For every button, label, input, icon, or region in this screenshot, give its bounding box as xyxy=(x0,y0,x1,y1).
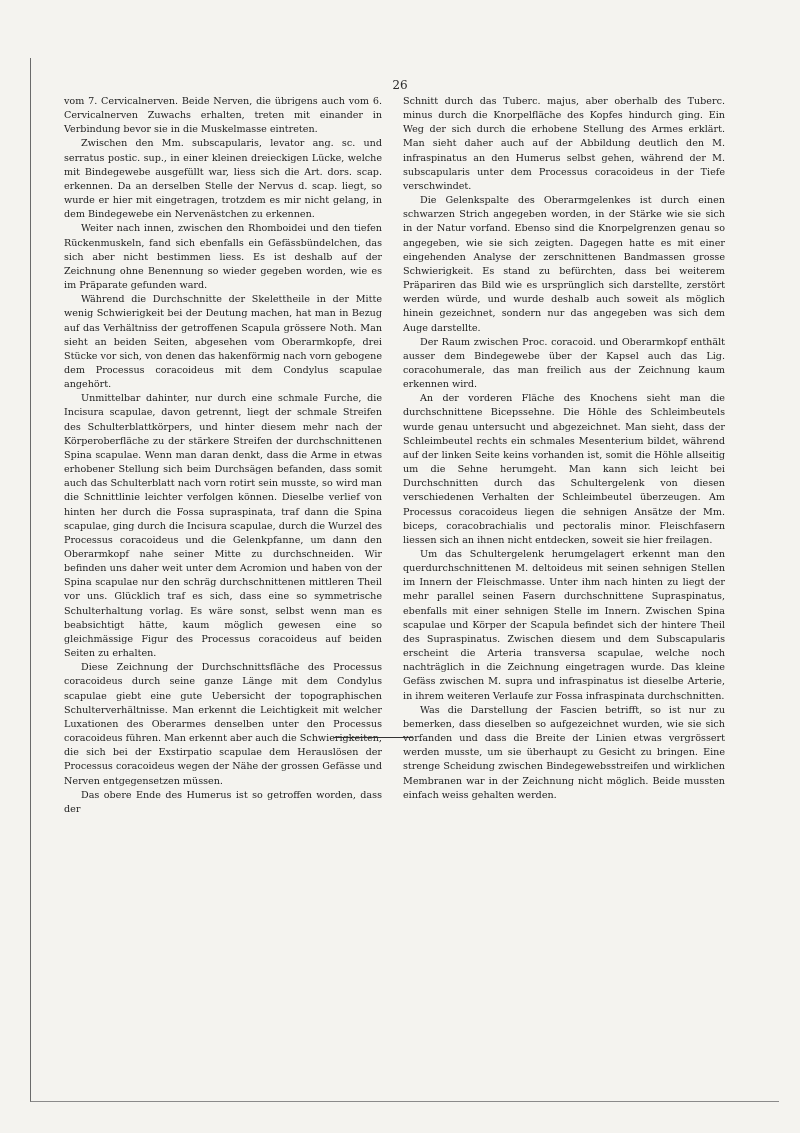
paragraph: Der Raum zwischen Proc. coracoid. und Oberarmkopf enthält ausser dem Bindegewebe über der Kapsel auch das Lig. coracohumerale, das man freilich aus der Zeichnung kaum erkennen wird. xyxy=(403,336,725,391)
paragraph: Schnitt durch das Tuberc. majus, aber oberhalb des Tuberc. minus durch die Knorpelfläche des Kopfes hindurch ging. Ein Weg der sich durch die erhobene Stellung des Armes erklärt. Man sieht daher auch auf der Abbildung deutlich den M. infraspinatus an den Humerus selbst gehen, während der M. subscapularis unter dem Processus coracoideus in der Tiefe verschwindet. xyxy=(403,96,725,192)
paragraph: Was die Darstellung der Fascien betrifft, so ist nur zu bemerken, dass dieselben so aufgezeichnet wurden, wie sie sich vorfanden und dass die Breite der Linien etwas vergrössert werden musste, um sie überhaupt zu Gesicht zu bringen. Eine strenge Scheidung zwischen Bindegewebsstreifen und wirklichen Membranen war in der Zeichnung nicht möglich. Beide mussten einfach weiss gehalten werden. xyxy=(403,704,725,801)
section-rule xyxy=(333,737,413,738)
left-column xyxy=(64,95,382,817)
paragraph: Unmittelbar dahinter, nur durch eine schmale Furche, die Incisura scapulae, davon getrennt, liegt der schmale Streifen des Schulterblattkörpers, und hinter diesem mehr nach der Körperoberfläche zu der stärkere Streifen der durchschnittenen Spina scapulae. Wenn man daran denkt, dass die Arme in etwas erhobener Stellung sich beim Durchsägen befanden, dass somit auch das Schulterblatt nach vorn rotirt sein musste, so wird man die Schnittlinie leichter verfolgen können. Dieselbe verlief von hinten her durch die Fossa supraspinata, traf dann die Spina scapulae, ging durch die Incisura scapulae, durch die Wurzel des Processus coracoideus und die Gelenkpfanne, um dann den Oberarmkopf nahe seiner Mitte zu durchschneiden. Wir befinden uns daher weit unter dem Acromion und haben von der Spina scapulae nur den schräg durchschnittenen mittleren Theil vor uns. Glücklich traf es sich, dass eine so symmetrische Schulterhaltung vorlag. Es wäre sonst, selbst wenn man es beabsichtigt hätte, kaum möglich gewesen eine so gleichmässige Figur des Processus coracoideus auf beiden Seiten zu erhalten. xyxy=(64,393,382,660)
paragraph: Das obere Ende des Humerus ist so getroffen worden, dass der xyxy=(64,789,382,815)
paragraph: Weiter nach innen, zwischen den Rhomboidei und den tiefen Rückenmuskeln, fand sich ebenfalls ein Gefässbündelchen, das sich aber nicht bestimmen liess. Es ist deshalb auf der Zeichnung ohne Benennung so wieder gegeben worden, wie es im Präparate gefunden ward. xyxy=(64,223,382,292)
paragraph: Zwischen den Mm. subscapularis, levator ang. sc. und serratus postic. sup., in einer kleinen dreieckigen Lücke, welche mit Bindegewebe ausgefüllt war, liess sich die Art. dors. scap. erkennen. Da an derselben Stelle der Nervus d. scap. liegt, so wurde er hier mit eingetragen, trotzdem es mir nicht gelang, in dem Bindegewebe ein Nervenästchen zu erkennen. xyxy=(64,138,382,221)
paragraph: Diese Zeichnung der Durchschnittsfläche des Processus coracoideus durch seine ganze Länge mit dem Condylus scapulae giebt eine gute Uebersicht der topographischen Schulterverhältnisse. Man erkennt die Leichtigkeit mit welcher Luxationen des Oberarmes denselben unter den Processus coracoideus führen. Man erkennt aber auch die Schwierigkeiten, die sich bei der Exstirpatio scapulae dem Herauslösen der Processus coracoideus wegen der Nähe der grossen Gefässe und Nerven entgegensetzen müssen. xyxy=(64,662,382,787)
page-number: 26 xyxy=(392,78,408,92)
paragraph: Die Gelenkspalte des Oberarmgelenkes ist durch einen schwarzen Strich angegeben worden, in der Stärke wie sie sich in der Natur vorfand. Ebenso sind die Knorpelgrenzen genau so angegeben, wie sie sich zeigten. Dagegen hatte es mit einer eingehenden Analyse der zerschnittenen Bandmassen grosse Schwierigkeit. Es stand zu befürchten, dass bei weiterem Präpariren das Bild wie es ursprünglich sich darstellte, zerstört werden würde, und wurde deshalb auch soweit als möglich hinein gezeichnet, sondern nur das angegeben was sich dem Auge darstellte. xyxy=(403,195,725,334)
paragraph: An der vorderen Fläche des Knochens sieht man die durchschnittene Bicepssehne. Die Höhle des Schleimbeutels wurde genau untersucht und abgezeichnet. Man sieht, dass der Schleimbeutel rechts ein schmales Mesenterium bildet, während auf der linken Seite keins vorhanden ist, somit die Höhle allseitig um die Sehne herumgeht. Man kann sich leicht bei Durchschnitten durch das Schultergelenk von diesen verschiedenen Verhalten der Schleimbeutel überzeugen. Am Processus coracoideus liegen die sehnigen Ansätze der Mm. biceps, coracobrachialis und pectoralis minor. Fleischfasern liessen sich an ihnen nicht entdecken, soweit sie hier freilagen. xyxy=(403,393,725,546)
right-column xyxy=(403,95,725,803)
paragraph: vom 7. Cervicalnerven. Beide Nerven, die übrigens auch vom 6. Cervicalnerven Zuwachs erhalten, treten mit einander in Verbindung bevor sie in die Muskelmasse eintreten. xyxy=(64,96,382,136)
paragraph: Während die Durchschnitte der Skelettheile in der Mitte wenig Schwierigkeit bei der Deutung machen, hat man in Bezug auf das Verhältniss der getroffenen Scapula grössere Noth. Man sieht an beiden Seiten, abgesehen vom Oberarmkopfe, drei Stücke vor sich, von denen das hakenförmig nach vorn gebogene dem Processus coracoideus mit dem Condylus scapulae angehört. xyxy=(64,294,382,391)
paragraph: Um das Schultergelenk herumgelagert erkennt man den querdurchschnittenen M. deltoideus mit seinen sehnigen Stellen im Innern der Fleischmasse. Unter ihm nach hinten zu liegt der mehr parallel seinen Fasern durchschnittene Supraspinatus, ebenfalls mit einer sehnigen Stelle im Innern. Zwischen Spina scapulae und Körper der Scapula befindet sich der hintere Theil des Supraspinatus. Zwischen diesem und dem Subscapularis erscheint die Arteria transversa scapulae, welche noch nachträglich in die Zeichnung eingetragen wurde. Das kleine Gefäss zwischen M. supra und infraspinatus ist dieselbe Arterie, in ihrem weiteren Verlaufe zur Fossa infraspinata durchschnitten. xyxy=(403,549,725,702)
